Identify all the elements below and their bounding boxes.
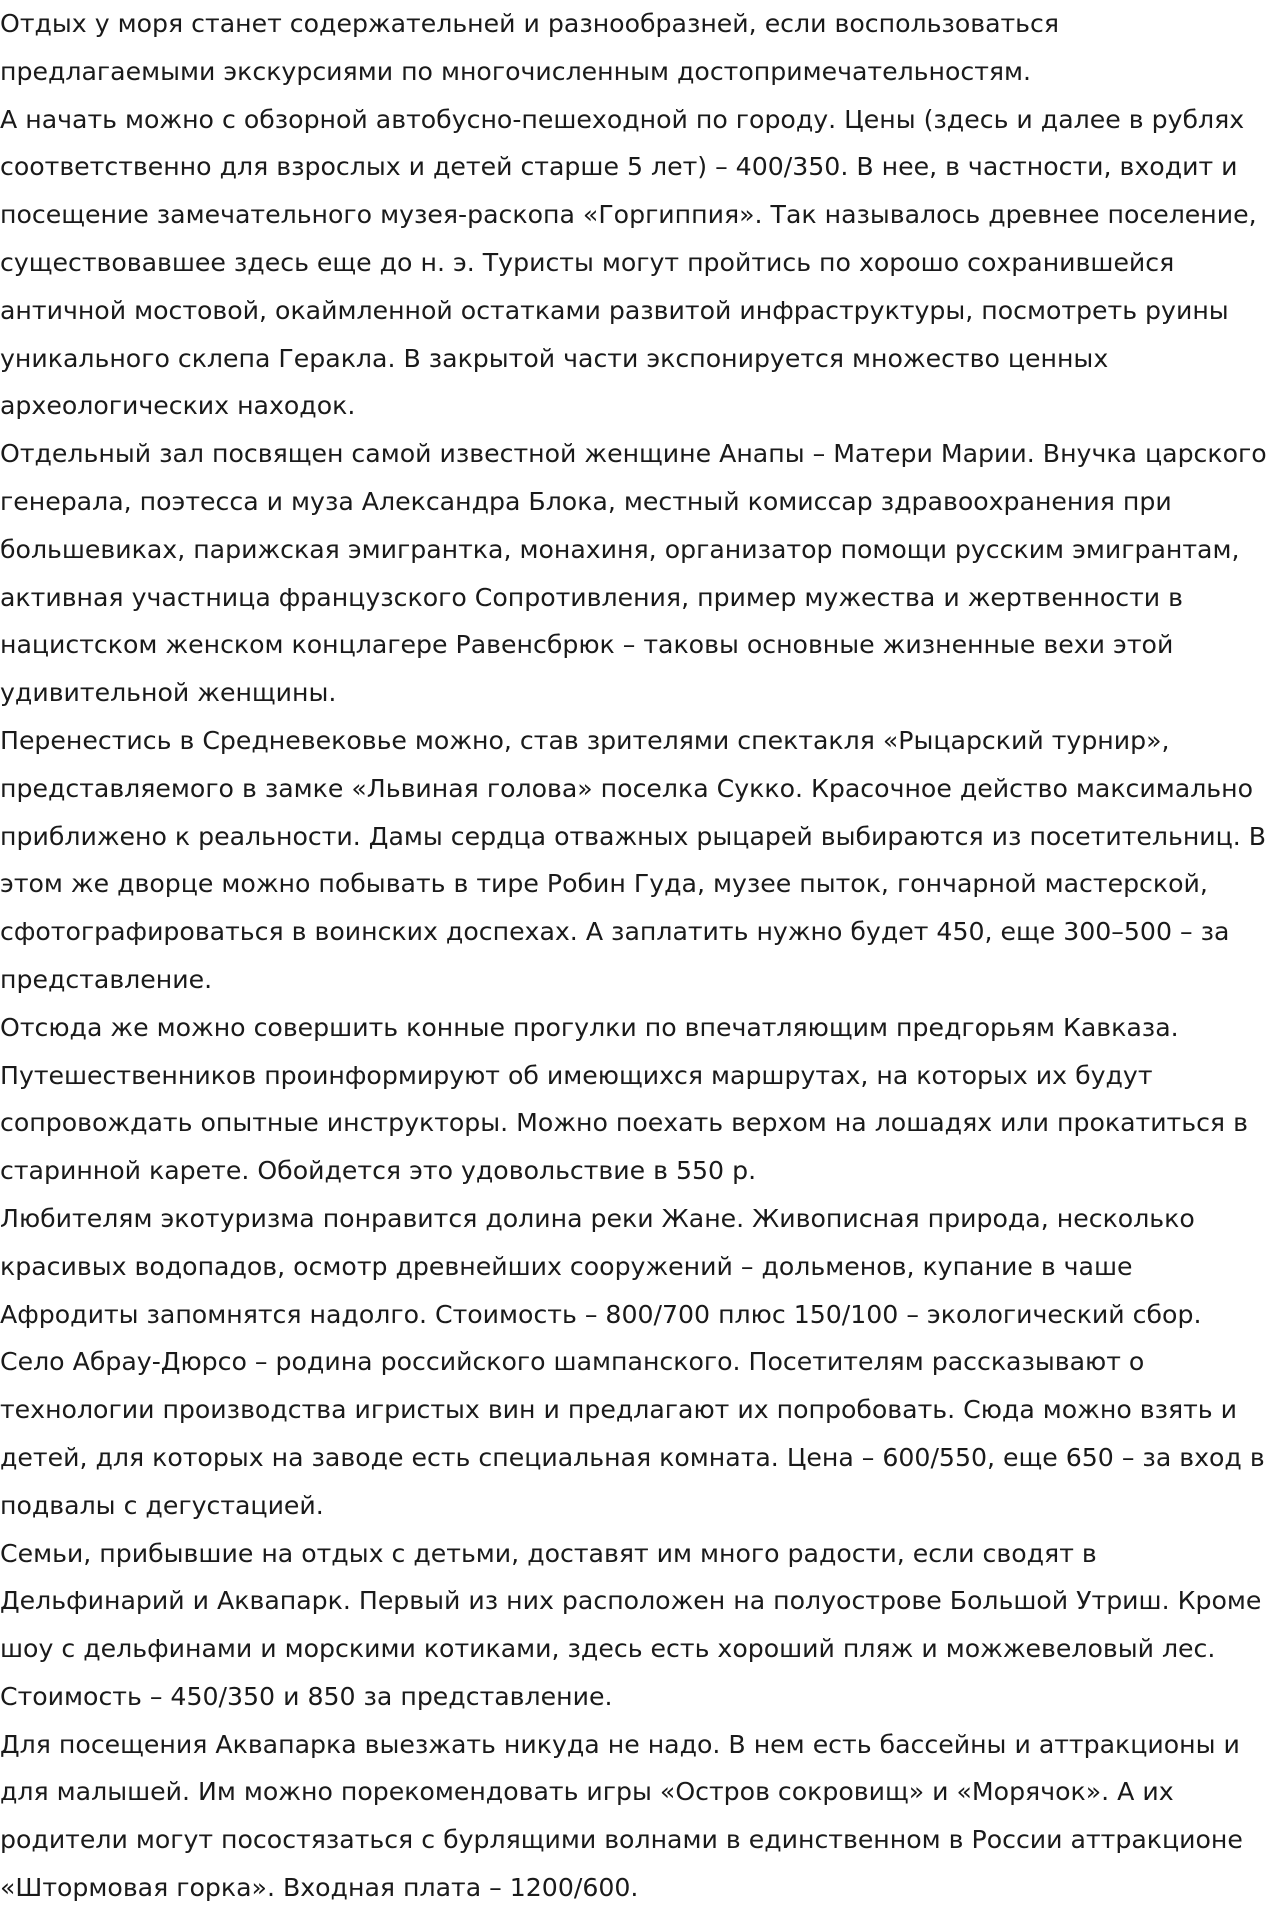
paragraph-intro: Отдых у моря станет содержательней и разнообразней, если воспользоваться предлагаемыми экскурсиями по многочисленным достопримечательностям.: [0, 9, 1060, 86]
paragraph-knights-tournament: Перенестись в Средневековье можно, став зрителями спектакля «Рыцарский турнир», представляемого в замке «Львиная голова» поселка Сукко. Красочное действо максимально приближено к реальности. Дамы сердца отважных рыцарей выбираются из посетительниц. В этом же дворце можно побывать в тире Робин Гуда, музее пыток, гончарной мастерской, сфотографироваться в воинских доспехах. А заплатить нужно будет 450, еще 300–500 – за представление.: [0, 725, 1267, 994]
paragraph-horse-rides: Отсюда же можно совершить конные прогулки по впечатляющим предгорьям Кавказа. Путешественников проинформируют об имеющихся маршрутах, на которых их будут сопровождать опытные инструкторы. Можно поехать верхом на лошадях или прокатиться в старинной карете. Обойдется это удовольствие в 550 р.: [0, 1012, 1248, 1186]
paragraph-mother-maria: Отдельный зал посвящен самой известной женщине Анапы – Матери Марии. Внучка царского генерала, поэтесса и муза Александра Блока, местный комиссар здравоохранения при большевиках, парижская эмигрантка, монахиня, организатор помощи русским эмигрантам, активная участница французского Сопротивления, пример мужества и жертвенности в нацистском женском концлагере Равенсбрюк – таковы основные жизненные вехи этой удивительной женщины.: [0, 439, 1267, 708]
paragraph-city-tour: А начать можно с обзорной автобусно-пешеходной по городу. Цены (здесь и далее в рублях соответственно для взрослых и детей старше 5 лет) – 400/350. В нее, в частности, входит и посещение замечательного музея-раскопа «Горгиппия». Так называлось древнее поселение, существовавшее здесь еще до н. э. Туристы могут пройтись по хорошо сохранившейся античной мостовой, окаймленной остатками развитой инфраструктуры, посмотреть руины уникального склепа Геракла. В закрытой части экспонируется множество ценных археологических находок.: [0, 104, 1257, 421]
paragraph-abrau-durso: Село Абрау-Дюрсо – родина российского шампанского. Посетителям рассказывают о технологии производства игристых вин и предлагают их попробовать. Сюда можно взять и детей, для которых на заводе есть специальная комната. Цена – 600/550, еще 650 – за вход в подвалы с дегустацией.: [0, 1347, 1265, 1520]
paragraph-zhane-valley: Любителям экотуризма понравится долина реки Жане. Живописная природа, несколько красивых водопадов, осмотр древнейших сооружений – дольменов, купание в чаше Афродиты запомнятся надолго. Стоимость – 800/700 плюс 150/100 – экологический сбор.: [0, 1203, 1202, 1329]
paragraph-dolphinarium: Семьи, прибывшие на отдых с детьми, доставят им много радости, если сводят в Дельфинарий и Аквапарк. Первый из них расположен на полуострове Большой Утриш. Кроме шоу с дельфинами и морскими котиками, здесь есть хороший пляж и можжевеловый лес. Стоимость – 450/350 и 850 за представление.: [0, 1538, 1262, 1711]
paragraph-aquapark: Для посещения Аквапарка выезжать никуда не надо. В нем есть бассейны и аттракционы и для малышей. Им можно порекомендовать игры «Остров сокровищ» и «Морячок». А их родители могут посостязаться с бурлящими волнами в единственном в России аттракционе «Штормовая горка». Входная плата – 1200/600.: [0, 1729, 1243, 1903]
